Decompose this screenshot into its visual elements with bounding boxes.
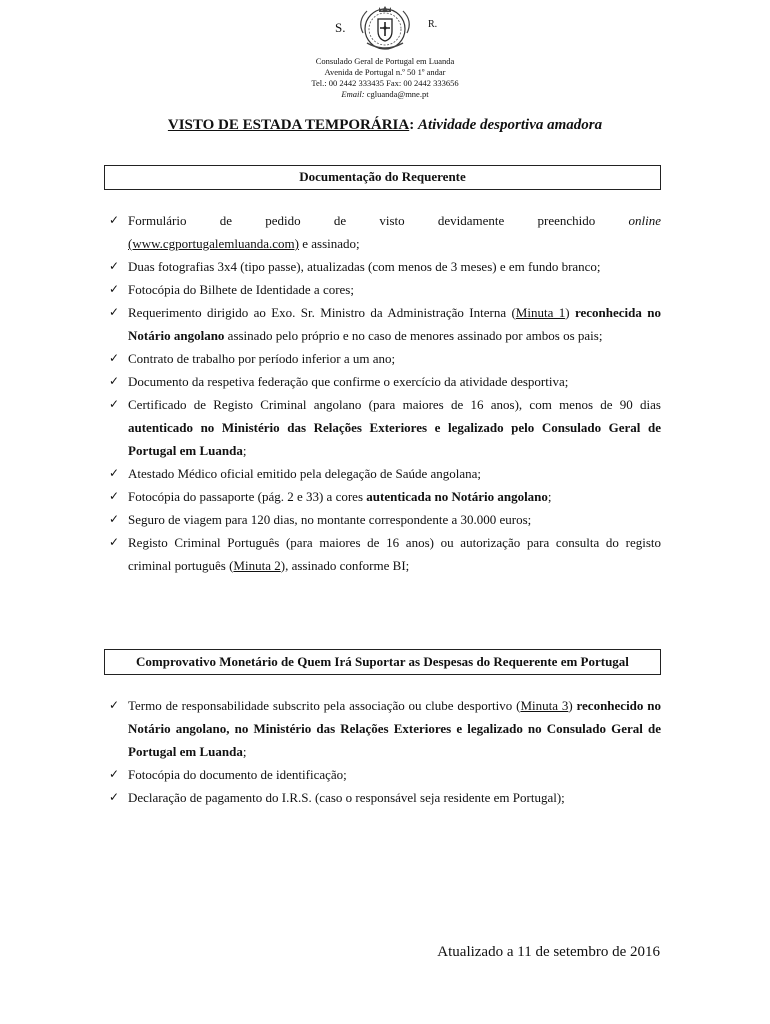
applicant-documents-list	[109, 209, 661, 577]
checkmark-icon: ✓	[109, 512, 120, 526]
consulate-name: Consulado Geral de Portugal em Luanda	[315, 56, 455, 66]
list-item	[109, 694, 661, 763]
checkmark-icon: ✓	[109, 698, 120, 712]
word: Formulário	[128, 213, 187, 228]
word: de	[333, 213, 347, 228]
checkmark-icon: ✓	[109, 259, 120, 273]
title-main: VISTO DE ESTADA TEMPORÁRIA	[167, 117, 410, 133]
list-item	[109, 255, 661, 278]
checkmark-icon: ✓	[109, 374, 120, 388]
item-text: ;	[242, 443, 247, 458]
checkmark-icon: ✓	[109, 535, 120, 549]
item-text: Fotocópia do passaporte (pág. 2 e 33) a cores	[128, 489, 367, 504]
item-form-second-line	[128, 232, 661, 255]
item-text: assinado pelo próprio e no caso de menores assinado por ambos os pais;	[224, 328, 603, 343]
checkmark-icon: ✓	[109, 282, 120, 296]
list-item	[109, 763, 661, 786]
checkmark-icon: ✓	[109, 351, 120, 365]
list-item	[109, 278, 661, 301]
letterhead-left-letter: S.	[335, 20, 346, 35]
letterhead-right-letter: R.	[428, 19, 438, 30]
item-text: Registo Criminal Português (para maiores de 16 anos) ou autorização para consulta do registo criminal português (	[128, 535, 661, 573]
minuta-3-link[interactable]: Minuta 3	[520, 698, 569, 713]
coat-of-arms-icon	[353, 3, 417, 53]
item-text: Declaração de pagamento do I.R.S. (caso o responsável seja residente em Portugal);	[128, 790, 565, 805]
item-bold-text: autenticado no Ministério das Relações Exteriores e legalizado pelo Consulado Geral de Portugal em Luanda	[128, 420, 661, 458]
word: visto	[379, 213, 405, 228]
list-item	[109, 531, 661, 577]
website-link[interactable]: (www.cgportugalemluanda.com)	[128, 236, 299, 251]
list-item	[109, 301, 661, 347]
checkmark-icon: ✓	[109, 213, 120, 227]
list-item	[109, 462, 661, 485]
word: preenchido	[537, 213, 596, 228]
item-text: ;	[242, 744, 247, 759]
item-text: )	[568, 698, 577, 713]
email-address: cgluanda@mne.pt	[366, 89, 429, 99]
item-text: e assinado;	[299, 236, 360, 251]
checkmark-icon: ✓	[109, 305, 120, 319]
consulate-phone-fax: Tel.: 00 2442 333435 Fax: 00 2442 333656	[311, 78, 459, 88]
list-item	[109, 485, 661, 508]
item-text: Contrato de trabalho por período inferior a um ano;	[128, 351, 396, 366]
checkmark-icon: ✓	[109, 767, 120, 781]
updated-date: Atualizado a 11 de setembro de 2016	[437, 944, 660, 960]
item-text: Duas fotografias 3x4 (tipo passe), atualizadas (com menos de 3 meses) e em fundo branco;	[128, 259, 601, 274]
checkmark-icon: ✓	[109, 489, 120, 503]
item-form-first-line	[128, 209, 661, 232]
item-text: Atestado Médico oficial emitido pela delegação de Saúde angolana;	[128, 466, 482, 481]
item-text: Requerimento dirigido ao Exo. Sr. Ministro da Administração Interna (	[128, 305, 516, 320]
list-item	[109, 508, 661, 531]
item-bold-text: autenticada no Notário angolano	[366, 489, 548, 504]
item-text: ), assinado conforme BI;	[280, 558, 410, 573]
word-online: online	[628, 213, 661, 228]
list-item	[109, 209, 661, 255]
item-text: Fotocópia do documento de identificação;	[128, 767, 347, 782]
section-heading-financial-proof: Comprovativo Monetário de Quem Irá Suportar as Despesas do Requerente em Portugal	[104, 649, 661, 675]
checkmark-icon: ✓	[109, 397, 120, 411]
item-bold-text: reconhecida no Notário angolano	[128, 305, 661, 343]
list-item	[109, 347, 661, 370]
item-text: Fotocópia do Bilhete de Identidade a cores;	[128, 282, 354, 297]
list-item	[109, 393, 661, 462]
word: devidamente	[437, 213, 505, 228]
item-text: Termo de responsabilidade subscrito pela associação ou clube desportivo (	[128, 698, 521, 713]
item-text: Seguro de viagem para 120 dias, no montante correspondente a 30.000 euros;	[128, 512, 532, 527]
checkmark-icon: ✓	[109, 466, 120, 480]
word: pedido	[265, 213, 301, 228]
item-text: )	[565, 305, 575, 320]
checkmark-icon: ✓	[109, 790, 120, 804]
item-text: Documento da respetiva federação que confirme o exercício da atividade desportiva;	[128, 374, 569, 389]
item-bold-text: reconhecido no Notário angolano, no Ministério das Relações Exteriores e legalizado no Consulado Geral de Portugal em Luanda	[128, 698, 661, 759]
title-subtitle: Atividade desportiva amadora	[417, 117, 603, 133]
email-label: Email:	[341, 89, 365, 99]
consulate-email-line	[230, 89, 540, 100]
item-text: ;	[547, 489, 552, 504]
title-colon: :	[409, 117, 415, 133]
page-title	[0, 117, 770, 134]
list-item	[109, 786, 661, 809]
section-heading-applicant-docs: Documentação do Requerente	[104, 165, 661, 190]
minuta-2-link[interactable]: Minuta 2	[233, 558, 281, 573]
word: de	[219, 213, 232, 228]
list-item	[109, 370, 661, 393]
minuta-1-link[interactable]: Minuta 1	[515, 305, 566, 320]
consulate-address: Avenida de Portugal n.º 50 1º andar	[324, 67, 446, 77]
financial-proof-list	[109, 694, 661, 809]
item-text: Certificado de Registo Criminal angolano (para maiores de 16 anos), com menos de 90 dias	[128, 397, 661, 412]
